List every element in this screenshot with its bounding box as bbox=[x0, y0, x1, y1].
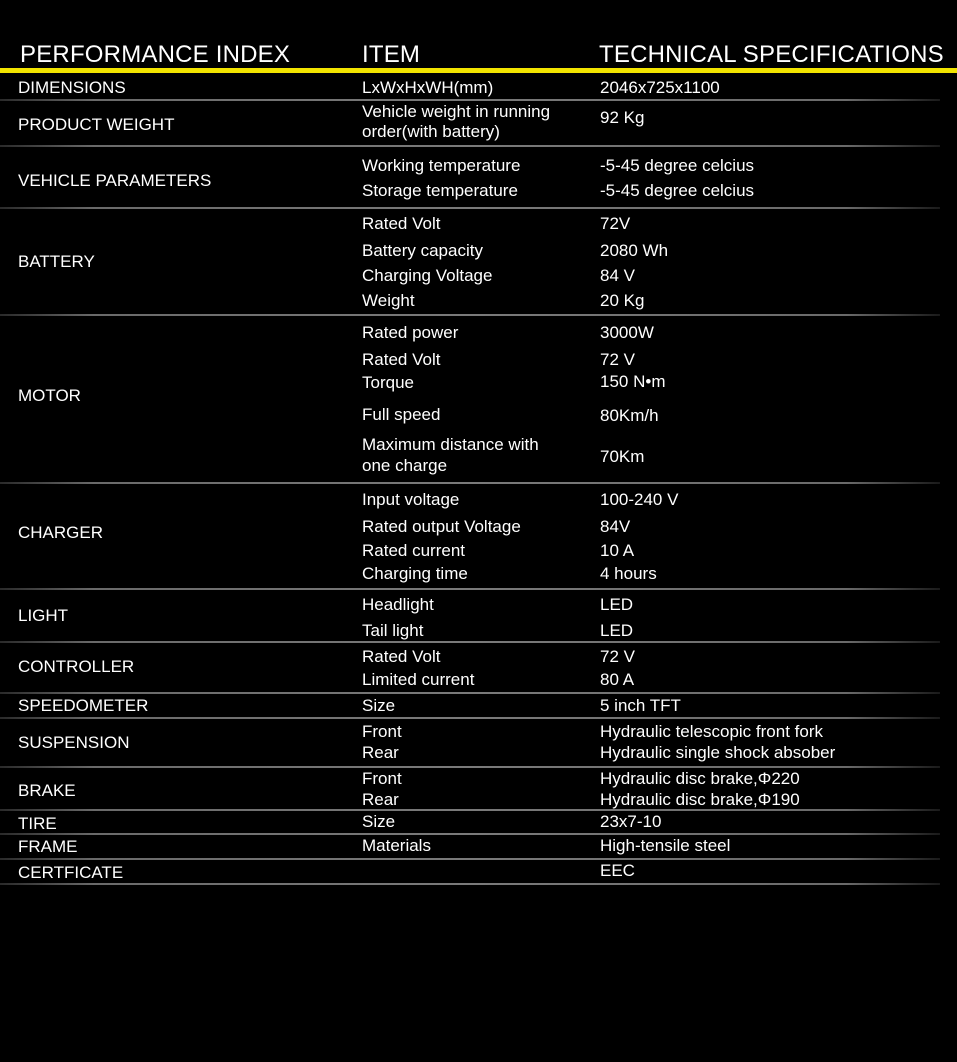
category-label: BRAKE bbox=[18, 781, 76, 800]
spec-row-dimensions bbox=[0, 73, 957, 101]
table-header bbox=[0, 0, 957, 74]
item-label: Front bbox=[362, 722, 402, 741]
item-label: Full speed bbox=[362, 405, 441, 424]
item-label: Limited current bbox=[362, 670, 475, 689]
spec-value: EEC bbox=[600, 861, 635, 880]
item-label: Input voltage bbox=[362, 490, 460, 509]
spec-value: Hydraulic single shock absober bbox=[600, 743, 836, 762]
spec-value: Hydraulic telescopic front fork bbox=[600, 722, 823, 741]
item-label: Rated output Voltage bbox=[362, 517, 521, 536]
item-label: Rear bbox=[362, 790, 399, 809]
spec-row-vehicle-parameters bbox=[0, 147, 957, 209]
spec-value: 92 Kg bbox=[600, 108, 645, 127]
item-label: Battery capacity bbox=[362, 241, 483, 260]
header-performance-index: PERFORMANCE INDEX bbox=[20, 41, 291, 68]
item-label: LxWxHxWH(mm) bbox=[362, 78, 494, 97]
spec-value: High-tensile steel bbox=[600, 836, 731, 855]
spec-value: 2080 Wh bbox=[600, 241, 669, 260]
spec-row-brake bbox=[0, 768, 957, 811]
spec-row-battery bbox=[0, 209, 957, 316]
spec-value: LED bbox=[600, 621, 634, 640]
item-label: Headlight bbox=[362, 595, 434, 614]
spec-value: 72 V bbox=[600, 350, 635, 369]
category-label: SUSPENSION bbox=[18, 733, 130, 752]
spec-row-speedometer bbox=[0, 694, 957, 719]
spec-row-motor bbox=[0, 316, 957, 484]
category-label: CHARGER bbox=[18, 523, 104, 542]
item-label: Rated current bbox=[362, 541, 465, 560]
spec-value: 80 A bbox=[600, 670, 635, 689]
row-divider bbox=[0, 883, 940, 885]
item-label: one charge bbox=[362, 456, 448, 475]
category-label: TIRE bbox=[18, 814, 57, 833]
item-label: Weight bbox=[362, 291, 415, 310]
item-label: Charging Voltage bbox=[362, 266, 493, 285]
category-label: FRAME bbox=[18, 837, 78, 856]
item-label: Rated Volt bbox=[362, 350, 441, 369]
category-label: CERTFICATE bbox=[18, 863, 124, 882]
item-label: Rated Volt bbox=[362, 214, 441, 233]
item-label: Rear bbox=[362, 743, 399, 762]
category-label: MOTOR bbox=[18, 386, 81, 405]
header-item: ITEM bbox=[362, 41, 421, 68]
item-label: Rated power bbox=[362, 323, 459, 342]
spec-row-controller bbox=[0, 643, 957, 694]
spec-value: 84V bbox=[600, 517, 631, 536]
spec-row-tire bbox=[0, 811, 957, 835]
spec-value: 150 N•m bbox=[600, 372, 666, 391]
spec-value: Hydraulic disc brake,Φ190 bbox=[600, 790, 800, 809]
category-label: VEHICLE PARAMETERS bbox=[18, 171, 212, 190]
spec-value: 72V bbox=[600, 214, 631, 233]
spec-value: 3000W bbox=[600, 323, 654, 342]
spec-value: -5-45 degree celcius bbox=[600, 156, 755, 175]
item-label: Front bbox=[362, 769, 402, 788]
category-label: PRODUCT WEIGHT bbox=[18, 115, 175, 134]
spec-value: 80Km/h bbox=[600, 406, 659, 425]
item-label: Tail light bbox=[362, 621, 424, 640]
spec-value: 2046x725x1100 bbox=[600, 78, 720, 97]
spec-value: 70Km bbox=[600, 447, 645, 466]
item-label: Size bbox=[362, 696, 396, 715]
spec-row-light bbox=[0, 590, 957, 643]
spec-value: 84 V bbox=[600, 266, 635, 285]
item-label: Charging time bbox=[362, 564, 468, 583]
item-label: Torque bbox=[362, 373, 414, 392]
spec-value: 100-240 V bbox=[600, 490, 679, 509]
category-label: CONTROLLER bbox=[18, 657, 135, 676]
spec-value: 10 A bbox=[600, 541, 635, 560]
category-label: SPEEDOMETER bbox=[18, 696, 149, 715]
spec-value: 72 V bbox=[600, 647, 635, 666]
spec-value: -5-45 degree celcius bbox=[600, 181, 755, 200]
spec-row-charger bbox=[0, 484, 957, 590]
item-label: Materials bbox=[362, 836, 431, 855]
spec-value: 4 hours bbox=[600, 564, 657, 583]
category-label: LIGHT bbox=[18, 606, 69, 625]
item-label: Working temperature bbox=[362, 156, 521, 175]
item-label: Storage temperature bbox=[362, 181, 518, 200]
item-label: order(with battery) bbox=[362, 122, 500, 141]
spec-value: 20 Kg bbox=[600, 291, 645, 310]
category-label: DIMENSIONS bbox=[18, 78, 126, 97]
spec-table-body bbox=[0, 73, 957, 885]
spec-row-product-weight bbox=[0, 101, 957, 147]
item-label: Size bbox=[362, 812, 396, 831]
item-label: Rated Volt bbox=[362, 647, 441, 666]
header-technical-specifications: TECHNICAL SPECIFICATIONS bbox=[599, 41, 944, 68]
spec-value: Hydraulic disc brake,Φ220 bbox=[600, 769, 800, 788]
spec-value: LED bbox=[600, 595, 634, 614]
item-label: Vehicle weight in running bbox=[362, 102, 551, 121]
spec-value: 5 inch TFT bbox=[600, 696, 681, 715]
spec-value: 23x7-10 bbox=[600, 812, 662, 831]
spec-row-frame bbox=[0, 835, 957, 860]
category-label: BATTERY bbox=[18, 252, 95, 271]
spec-row-suspension bbox=[0, 719, 957, 768]
item-label: Maximum distance with bbox=[362, 435, 539, 454]
spec-row-certficate bbox=[0, 860, 957, 885]
